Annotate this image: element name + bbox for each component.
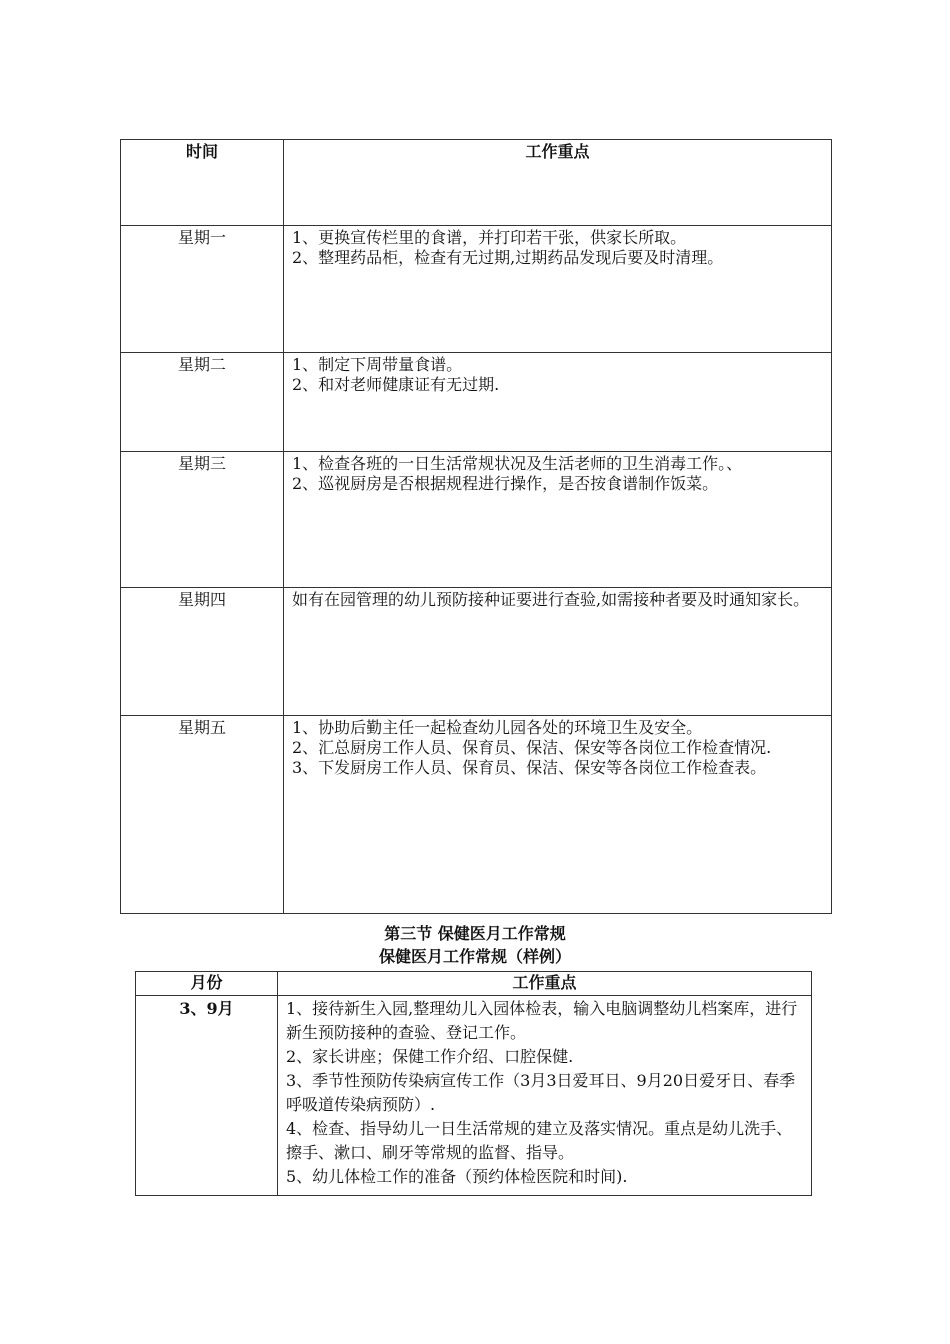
- list-item: 2、整理药品柜，检查有无过期,过期药品发现后要及时清理。: [292, 248, 724, 267]
- focus-cell: [284, 716, 832, 914]
- sub-title: 保健医月工作常规（样例）: [378, 947, 571, 966]
- header-month: 月份: [136, 972, 278, 996]
- table-header-row: [136, 972, 812, 996]
- table-row: [136, 996, 812, 1196]
- focus-cell: [284, 353, 832, 452]
- header-focus: 工作重点: [284, 140, 832, 226]
- section-title: 第三节 保健医月工作常规: [384, 924, 566, 943]
- list-item: 1、协助后勤主任一起检查幼儿园各处的环境卫生及安全。: [292, 718, 703, 737]
- month-cell: 3、9月: [136, 996, 278, 1196]
- weekly-schedule-table: [120, 139, 832, 914]
- table-row: [121, 716, 832, 914]
- list-item: 1、更换宣传栏里的食谱，并打印若干张，供家长所取。: [292, 228, 687, 247]
- list-item: 3、下发厨房工作人员、保育员、保洁、保安等各岗位工作检查表。: [292, 758, 767, 777]
- focus-cell: [284, 588, 832, 716]
- day-cell: 星期五: [121, 716, 284, 914]
- header-focus: 工作重点: [278, 972, 812, 996]
- list-item: 1、检查各班的一日生活常规状况及生活老师的卫生消毒工作。、: [292, 454, 743, 473]
- list-item: 如有在园管理的幼儿预防接种证要进行查验,如需接种者要及时通知家长。: [292, 590, 810, 609]
- day-cell: 星期三: [121, 452, 284, 588]
- list-item: 5、幼儿体检工作的准备（预约体检医院和时间).: [286, 1167, 628, 1186]
- header-time: 时间: [121, 140, 284, 226]
- day-cell: 星期一: [121, 226, 284, 353]
- list-item: 2、和对老师健康证有无过期.: [292, 375, 500, 394]
- focus-cell: [278, 996, 812, 1196]
- list-item: 1、制定下周带量食谱。: [292, 355, 463, 374]
- day-cell: 星期二: [121, 353, 284, 452]
- table-row: [121, 588, 832, 716]
- table-row: [121, 452, 832, 588]
- table-row: [121, 353, 832, 452]
- list-item: 3、季节性预防传染病宣传工作（3月3日爱耳日、9月20日爱牙日、春季呼吸道传染病预防）.: [286, 1071, 796, 1114]
- focus-cell: [284, 452, 832, 588]
- focus-cell: [284, 226, 832, 353]
- list-item: 2、汇总厨房工作人员、保育员、保洁、保安等各岗位工作检查情况.: [292, 738, 772, 757]
- list-item: 1、接待新生入园,整理幼儿入园体检表，输入电脑调整幼儿档案库，进行新生预防接种的查验、登记工作。: [286, 999, 798, 1042]
- list-item: 2、巡视厨房是否根据规程进行操作，是否按食谱制作饭菜。: [292, 474, 719, 493]
- day-cell: 星期四: [121, 588, 284, 716]
- list-item: 4、检查、指导幼儿一日生活常规的建立及落实情况。重点是幼儿洗手、擦手、漱口、刷牙等常规的监督、指导。: [286, 1119, 793, 1162]
- list-item: 2、家长讲座；保健工作介绍、口腔保健.: [286, 1047, 574, 1066]
- monthly-schedule-table: [135, 971, 812, 1196]
- table-header-row: [121, 140, 832, 226]
- table-row: [121, 226, 832, 353]
